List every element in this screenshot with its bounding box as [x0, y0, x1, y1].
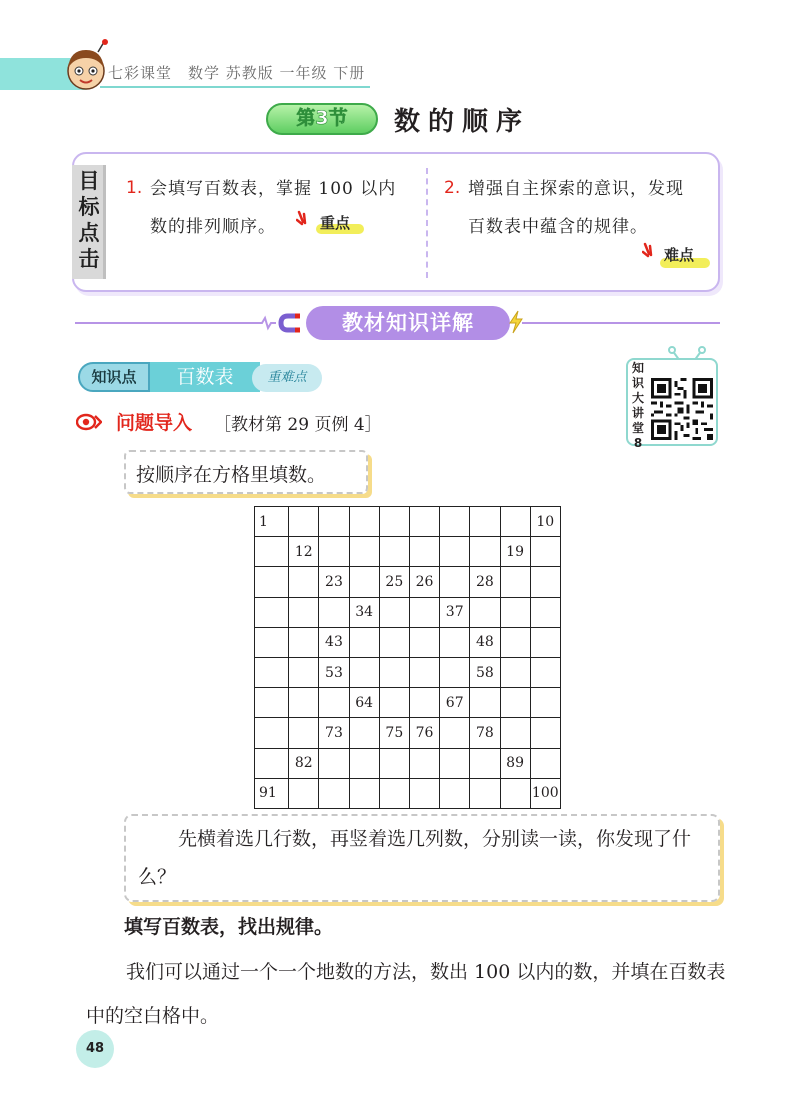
table-cell: 48 [470, 627, 500, 657]
question-text: 先横着选几行数，再竖着选几列数，分别读一读，你发现了什么？ [138, 828, 692, 888]
goal-2-number: 2. [444, 178, 461, 198]
table-cell [289, 657, 319, 687]
table-cell [500, 597, 530, 627]
table-cell: 100 [530, 778, 560, 808]
table-cell: 58 [470, 657, 500, 687]
goal-1-line1: 会填写百数表，掌握 100 以内 [150, 179, 397, 199]
goal-1-line2: 数的排列顺序。 [150, 217, 276, 237]
table-cell [500, 567, 530, 597]
table-cell: 19 [500, 537, 530, 567]
table-cell [500, 657, 530, 687]
hundred-table [254, 506, 561, 809]
table-cell [440, 507, 470, 537]
banner-line-right [522, 322, 720, 324]
table-cell: 75 [379, 718, 409, 748]
table-cell: 37 [440, 597, 470, 627]
knowledge-point-title: 百数表 [176, 366, 234, 388]
goals-divider [426, 168, 428, 278]
table-cell [409, 627, 439, 657]
table-row [255, 778, 561, 808]
table-cell [319, 748, 349, 778]
table-cell [319, 597, 349, 627]
table-cell [289, 688, 319, 718]
table-cell [409, 657, 439, 687]
goal-1-number: 1. [126, 178, 143, 198]
knowledge-point-badge-label: 重难点 [267, 370, 307, 385]
table-cell [289, 567, 319, 597]
table-cell [440, 718, 470, 748]
table-cell [349, 748, 379, 778]
table-cell [440, 537, 470, 567]
wave-magnet-icon [254, 312, 306, 334]
goal-2-line2: 百数表中蕴含的规律。 [468, 217, 648, 237]
table-cell [379, 778, 409, 808]
table-row [255, 537, 561, 567]
table-cell [440, 567, 470, 597]
eye-arrow-icon [76, 413, 102, 431]
table-cell [255, 537, 289, 567]
table-cell: 28 [470, 567, 500, 597]
table-cell: 10 [530, 507, 560, 537]
sparkle-icon [642, 242, 658, 264]
table-cell [530, 718, 560, 748]
table-cell [530, 567, 560, 597]
problem-intro-label: 问题导入 [116, 412, 193, 434]
table-cell [255, 688, 289, 718]
table-cell: 25 [379, 567, 409, 597]
table-cell [349, 718, 379, 748]
knowledge-point-label: 知识点 [91, 368, 137, 386]
table-cell [409, 688, 439, 718]
table-cell: 78 [470, 718, 500, 748]
table-row [255, 567, 561, 597]
table-cell: 23 [319, 567, 349, 597]
table-cell [255, 748, 289, 778]
table-cell [349, 507, 379, 537]
table-cell: 91 [255, 778, 289, 808]
table-cell [289, 507, 319, 537]
table-cell [379, 688, 409, 718]
table-cell [470, 537, 500, 567]
table-cell: 1 [255, 507, 289, 537]
table-cell: 76 [409, 718, 439, 748]
table-cell [289, 778, 319, 808]
table-cell [530, 657, 560, 687]
table-row [255, 718, 561, 748]
table-cell [349, 778, 379, 808]
table-cell [379, 507, 409, 537]
table-cell [409, 778, 439, 808]
header-underline [100, 86, 370, 88]
table-cell [530, 597, 560, 627]
sparkle-icon [296, 210, 312, 232]
header-text: 七彩课堂 数学 苏教版 一年级 下册 [108, 64, 366, 82]
goals-tab-label: 目标点击 [78, 169, 100, 271]
table-cell [500, 688, 530, 718]
table-row [255, 507, 561, 537]
table-cell [500, 627, 530, 657]
table-cell: 67 [440, 688, 470, 718]
table-cell [319, 537, 349, 567]
table-cell [349, 627, 379, 657]
table-cell [379, 748, 409, 778]
section-badge-label: 第3节 [296, 107, 348, 129]
table-row [255, 748, 561, 778]
table-cell [500, 507, 530, 537]
table-cell [500, 778, 530, 808]
table-cell [319, 507, 349, 537]
table-cell: 26 [409, 567, 439, 597]
table-cell: 53 [319, 657, 349, 687]
table-cell [379, 627, 409, 657]
table-row [255, 657, 561, 687]
table-cell: 12 [289, 537, 319, 567]
table-cell [440, 748, 470, 778]
table-cell [255, 597, 289, 627]
table-row [255, 627, 561, 657]
instruction-text: 按顺序在方格里填数。 [136, 464, 327, 486]
qr-label: 知识大讲堂8 [631, 361, 644, 450]
table-cell [470, 597, 500, 627]
table-cell [255, 657, 289, 687]
table-cell [379, 537, 409, 567]
table-cell [530, 748, 560, 778]
table-cell [289, 718, 319, 748]
table-cell [470, 507, 500, 537]
table-cell [349, 567, 379, 597]
table-cell [409, 507, 439, 537]
table-cell [440, 657, 470, 687]
difficult-point-tag: 难点 [664, 246, 695, 264]
table-cell: 64 [349, 688, 379, 718]
answer-heading: 填写百数表，找出规律。 [124, 916, 334, 938]
table-cell [409, 537, 439, 567]
table-cell: 73 [319, 718, 349, 748]
table-cell [409, 597, 439, 627]
qr-code-icon[interactable] [651, 378, 713, 440]
table-cell [409, 748, 439, 778]
table-cell [255, 567, 289, 597]
key-point-tag: 重点 [320, 214, 351, 232]
table-cell [379, 657, 409, 687]
goal-2-line1: 增强自主探索的意识，发现 [468, 179, 684, 199]
table-cell [470, 688, 500, 718]
table-cell [349, 537, 379, 567]
table-cell: 34 [349, 597, 379, 627]
table-cell [379, 597, 409, 627]
table-cell [255, 627, 289, 657]
textbook-reference: ［教材第 29 页例 4］ [214, 415, 382, 435]
table-cell [470, 748, 500, 778]
table-cell [530, 688, 560, 718]
table-row [255, 597, 561, 627]
table-cell [349, 657, 379, 687]
table-cell: 89 [500, 748, 530, 778]
table-cell [440, 627, 470, 657]
table-cell [255, 718, 289, 748]
table-row [255, 688, 561, 718]
table-cell [470, 778, 500, 808]
page-number: 48 [85, 1041, 105, 1056]
page-title: 数的顺序 [394, 107, 531, 137]
table-cell: 82 [289, 748, 319, 778]
table-cell [319, 688, 349, 718]
table-cell [530, 627, 560, 657]
table-cell [440, 778, 470, 808]
banner-line-left [75, 322, 255, 324]
table-cell [500, 718, 530, 748]
explanation-paragraph: 我们可以通过一个一个地数的方法，数出 100 以内的数，并填在百数表中的空白格中。 [86, 961, 726, 1027]
table-cell [319, 778, 349, 808]
banner-title: 教材知识详解 [342, 311, 474, 335]
mascot-icon [58, 38, 112, 94]
table-cell [530, 537, 560, 567]
table-cell: 43 [319, 627, 349, 657]
table-cell [289, 597, 319, 627]
table-cell [289, 627, 319, 657]
